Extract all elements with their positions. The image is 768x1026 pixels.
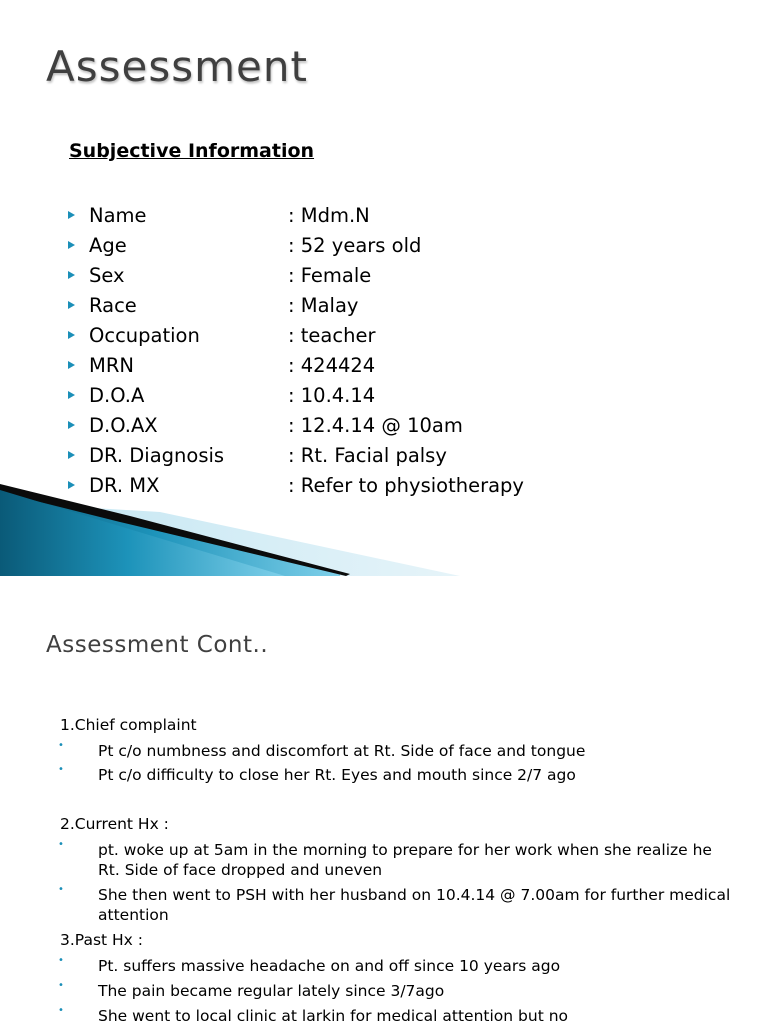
info-value: : 10.4.14: [288, 383, 376, 407]
info-value: : 52 years old: [288, 233, 422, 257]
current-hx-heading: 2.Current Hx :: [60, 815, 169, 833]
bullet-triangle-icon: [68, 391, 75, 399]
info-row-name: [68, 200, 524, 230]
slide-2-title: Assessment Cont..: [46, 632, 269, 658]
bullet-triangle-icon: [68, 361, 75, 369]
chief-complaint-heading: 1.Chief complaint: [60, 716, 197, 734]
info-value: : Female: [288, 263, 372, 287]
bullet-dot-icon: •: [58, 955, 64, 966]
bullet-triangle-icon: [68, 331, 75, 339]
info-value: : 12.4.14 @ 10am: [288, 413, 463, 437]
info-label: Name: [89, 203, 147, 227]
bullet-dot-icon: •: [58, 884, 64, 895]
info-label: Race: [89, 293, 137, 317]
info-label: DR. Diagnosis: [89, 443, 225, 467]
info-list: [68, 200, 524, 500]
info-value: : teacher: [288, 323, 376, 347]
info-value: : Rt. Facial palsy: [288, 443, 447, 467]
bullet-dot-icon: •: [58, 839, 64, 850]
bullet-triangle-icon: [68, 271, 75, 279]
slide-title: Assessment: [46, 42, 308, 91]
bullet-triangle-icon: [68, 301, 75, 309]
info-row-mrn: [68, 350, 524, 380]
info-value: : 424424: [288, 353, 376, 377]
info-row-age: [68, 230, 524, 260]
info-value: : Mdm.N: [288, 203, 370, 227]
info-label: DR. MX: [89, 473, 160, 497]
bullet-dot-icon: •: [58, 764, 64, 775]
info-row-occupation: [68, 320, 524, 350]
info-label: D.O.A: [89, 383, 145, 407]
bullet-triangle-icon: [68, 421, 75, 429]
bullet-triangle-icon: [68, 451, 75, 459]
bullet-triangle-icon: [68, 211, 75, 219]
bullet-triangle-icon: [68, 241, 75, 249]
info-label: Occupation: [89, 323, 200, 347]
bullet-dot-icon: •: [58, 740, 64, 751]
subheading: Subjective Information: [69, 140, 315, 162]
info-label: D.O.AX: [89, 413, 158, 437]
info-row-diagnosis: [68, 440, 524, 470]
bullet-dot-icon: •: [58, 980, 64, 991]
info-label: Sex: [89, 263, 125, 287]
info-row-doax: [68, 410, 524, 440]
past-hx-heading: 3.Past Hx :: [60, 931, 143, 949]
info-label: MRN: [89, 353, 134, 377]
info-row-sex: [68, 260, 524, 290]
info-row-doa: [68, 380, 524, 410]
info-value: : Refer to physiotherapy: [288, 473, 524, 497]
bullet-dot-icon: •: [58, 1005, 64, 1016]
decorative-swoosh: [0, 470, 768, 576]
info-value: : Malay: [288, 293, 359, 317]
info-label: Age: [89, 233, 127, 257]
info-row-race: [68, 290, 524, 320]
